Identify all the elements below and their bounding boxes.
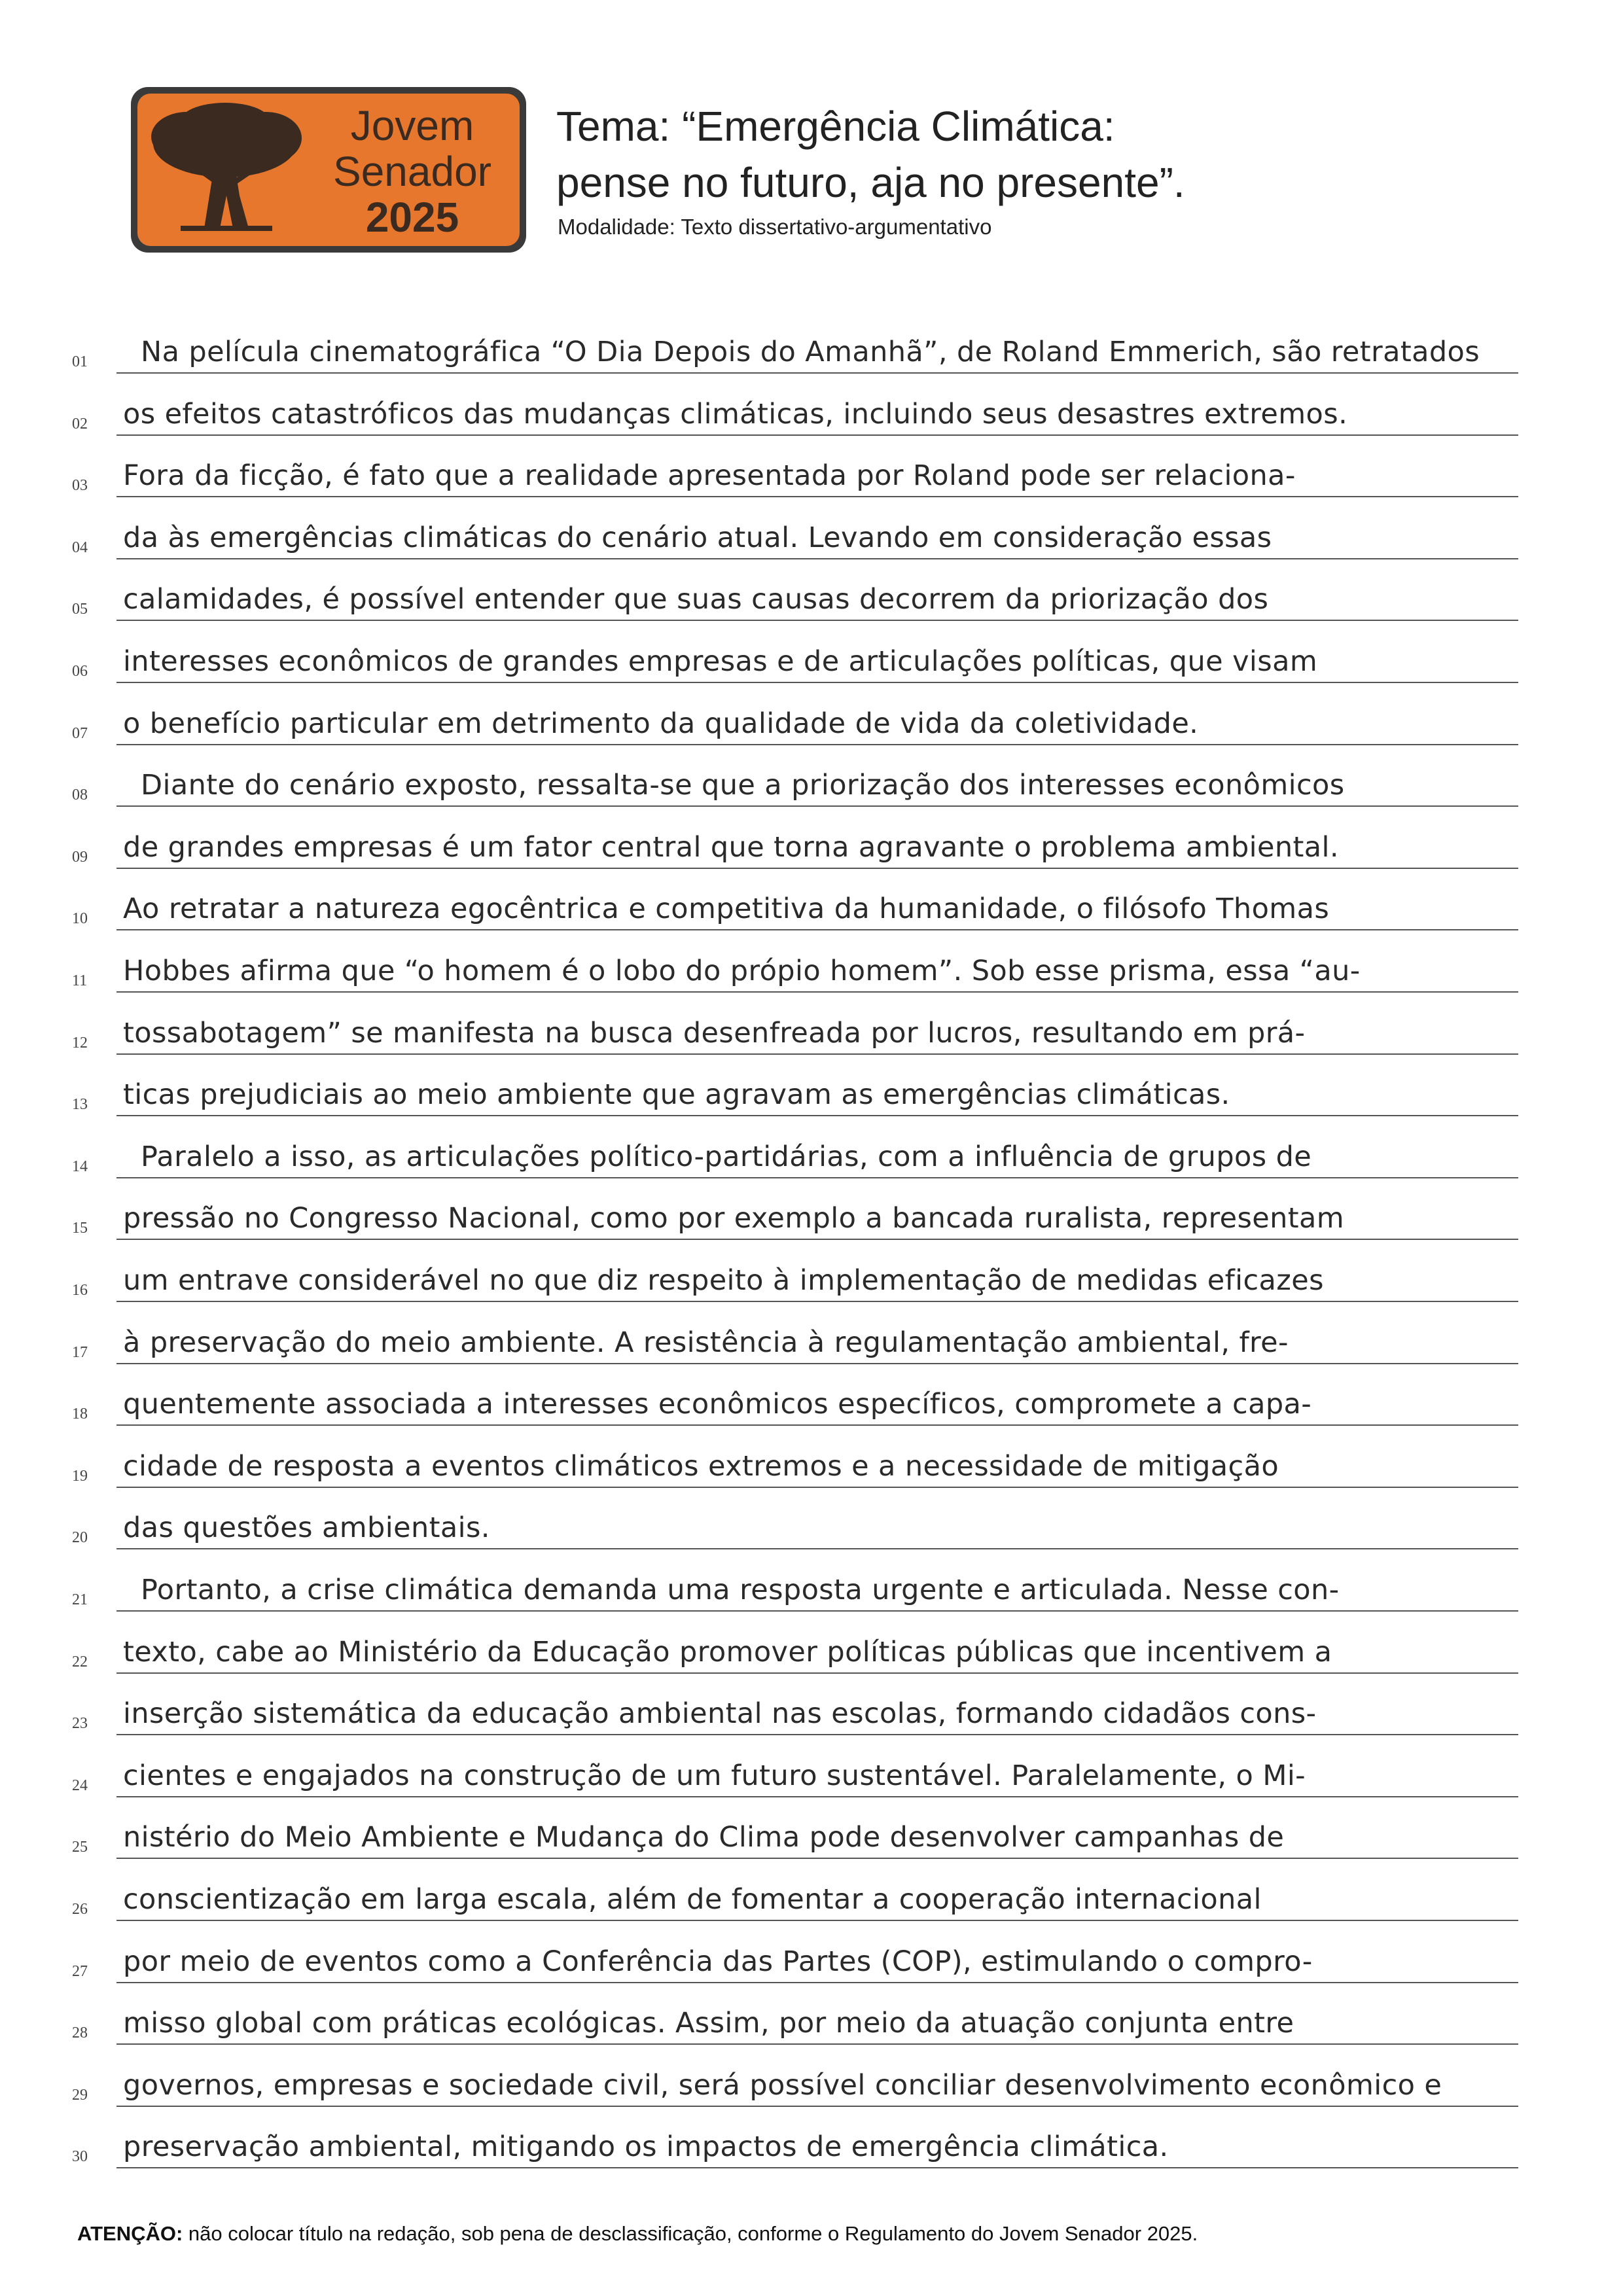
line-number: 03 — [72, 477, 88, 494]
essay-line — [0, 1364, 1623, 1426]
tree-icon — [141, 97, 312, 241]
line-number: 27 — [72, 1963, 88, 1980]
line-number: 11 — [72, 972, 88, 989]
line-number: 21 — [72, 1591, 88, 1608]
line-number: 18 — [72, 1405, 88, 1422]
handwritten-text: ticas prejudiciais ao meio ambiente que agravam as emergências climáticas. — [123, 1078, 1230, 1111]
essay-line — [0, 621, 1623, 683]
ruled-line — [116, 2167, 1518, 2168]
handwritten-text: preservação ambiental, mitigando os impactos de emergência climática. — [123, 2130, 1169, 2163]
essay-line — [0, 1983, 1623, 2045]
handwritten-text: Fora da ficção, é fato que a realidade apresentada por Roland pode ser relaciona- — [123, 459, 1296, 492]
logo-text — [308, 103, 517, 240]
handwritten-text: pressão no Congresso Nacional, como por exemplo a bancada ruralista, representam — [123, 1202, 1345, 1235]
essay-line — [0, 1116, 1623, 1178]
jovem-senador-logo — [131, 87, 526, 253]
essay-line — [0, 374, 1623, 436]
handwritten-text: nistério do Meio Ambiente e Mudança do Clima pode desenvolver campanhas de — [123, 1821, 1285, 1854]
handwritten-text: Ao retratar a natureza egocêntrica e competitiva da humanidade, o filósofo Thomas — [123, 892, 1330, 925]
modality-label: Modalidade: Texto dissertativo-argumentativo — [558, 215, 992, 239]
line-number: 08 — [72, 786, 88, 804]
theme-line-2: pense no futuro, aja no presente”. — [556, 159, 1185, 206]
line-number: 01 — [72, 353, 88, 370]
handwritten-text: inserção sistemática da educação ambiental nas escolas, formando cidadãos cons- — [123, 1697, 1317, 1730]
handwritten-text: um entrave considerável no que diz respeito à implementação de medidas eficazes — [123, 1264, 1324, 1297]
handwritten-text: Na película cinematográfica “O Dia Depois do Amanhã”, de Roland Emmerich, são retratados — [141, 336, 1480, 368]
line-number: 13 — [72, 1096, 88, 1113]
essay-line — [0, 930, 1623, 993]
handwritten-text: tossabotagem” se manifesta na busca desenfreada por lucros, resultando em prá- — [123, 1017, 1306, 1050]
line-number: 16 — [72, 1282, 88, 1299]
line-number: 23 — [72, 1715, 88, 1732]
essay-line — [0, 497, 1623, 559]
line-number: 17 — [72, 1344, 88, 1361]
line-number: 06 — [72, 663, 88, 680]
handwritten-text: o benefício particular em detrimento da qualidade de vida da coletividade. — [123, 707, 1199, 740]
line-number: 12 — [72, 1034, 88, 1051]
essay-line — [0, 2045, 1623, 2107]
line-number: 29 — [72, 2087, 88, 2104]
handwritten-text: da às emergências climáticas do cenário atual. Levando em consideração essas — [123, 521, 1272, 554]
essay-line — [0, 1735, 1623, 1797]
attention-text: não colocar título na redação, sob pena de desclassificação, conforme o Regulamento do Jovem Senador 2025. — [183, 2222, 1198, 2245]
logo-year: 2025 — [365, 194, 459, 241]
handwritten-text: governos, empresas e sociedade civil, será possível conciliar desenvolvimento econômico e — [123, 2069, 1442, 2102]
theme-line-1: Tema: “Emergência Climática: — [556, 103, 1115, 150]
handwritten-text: de grandes empresas é um fator central que torna agravante o problema ambiental. — [123, 831, 1339, 864]
line-number: 07 — [72, 725, 88, 742]
handwritten-text: os efeitos catastróficos das mudanças climáticas, incluindo seus desastres extremos. — [123, 398, 1348, 431]
essay-line — [0, 1549, 1623, 1612]
essay-line — [0, 1054, 1623, 1116]
essay-line — [0, 993, 1623, 1055]
essay-line — [0, 311, 1623, 374]
essay-line — [0, 1302, 1623, 1364]
essay-line — [0, 1240, 1623, 1302]
essay-line — [0, 1921, 1623, 1983]
attention-label: ATENÇÃO: — [77, 2222, 183, 2245]
essay-line — [0, 1797, 1623, 1859]
line-number: 02 — [72, 415, 88, 433]
line-number: 20 — [72, 1529, 88, 1546]
handwritten-text: à preservação do meio ambiente. A resistência à regulamentação ambiental, fre- — [123, 1326, 1289, 1359]
handwritten-text: Portanto, a crise climática demanda uma resposta urgente e articulada. Nesse con- — [141, 1574, 1340, 1606]
essay-line — [0, 1487, 1623, 1549]
line-number: 10 — [72, 910, 88, 927]
line-number: 28 — [72, 2024, 88, 2041]
handwritten-text: calamidades, é possível entender que suas causas decorrem da priorização dos — [123, 583, 1269, 616]
line-number: 26 — [72, 1901, 88, 1918]
handwritten-text: Diante do cenário exposto, ressalta-se que a priorização dos interesses econômicos — [141, 769, 1345, 802]
essay-line — [0, 745, 1623, 807]
line-number: 14 — [72, 1158, 88, 1175]
essay-line — [0, 868, 1623, 930]
line-number: 05 — [72, 601, 88, 618]
logo-background — [137, 94, 520, 246]
essay-line — [0, 683, 1623, 745]
line-number: 24 — [72, 1777, 88, 1794]
theme-title — [556, 98, 1472, 211]
handwritten-text: Hobbes afirma que “o homem é o lobo do própio homem”. Sob esse prisma, essa “au- — [123, 955, 1361, 987]
handwritten-text: interesses econômicos de grandes empresas e de articulações políticas, que visam — [123, 645, 1318, 678]
handwritten-text: texto, cabe ao Ministério da Educação promover políticas públicas que incentivem a — [123, 1636, 1332, 1669]
line-number: 09 — [72, 849, 88, 866]
handwritten-text: misso global com práticas ecológicas. Assim, por meio da atuação conjunta entre — [123, 2007, 1294, 2040]
handwritten-text: quentemente associada a interesses econômicos específicos, compromete a capa- — [123, 1388, 1312, 1421]
handwritten-text: cidade de resposta a eventos climáticos extremos e a necessidade de mitigação — [123, 1450, 1279, 1483]
line-number: 22 — [72, 1653, 88, 1670]
essay-line — [0, 559, 1623, 621]
essay-line — [0, 2106, 1623, 2168]
line-number: 30 — [72, 2148, 88, 2165]
line-number: 04 — [72, 539, 88, 556]
essay-line — [0, 1673, 1623, 1735]
essay-line — [0, 435, 1623, 497]
essay-line — [0, 807, 1623, 869]
logo-line-jovem: Jovem — [350, 102, 474, 149]
line-number: 19 — [72, 1468, 88, 1485]
line-number: 25 — [72, 1839, 88, 1856]
handwritten-text: Paralelo a isso, as articulações político-partidárias, com a influência de grupos de — [141, 1140, 1312, 1173]
essay-line — [0, 1426, 1623, 1488]
essay-line — [0, 1178, 1623, 1240]
handwritten-text: das questões ambientais. — [123, 1511, 490, 1544]
handwritten-text: por meio de eventos como a Conferência das Partes (COP), estimulando o compro- — [123, 1945, 1313, 1978]
handwritten-text: conscientização em larga escala, além de fomentar a cooperação internacional — [123, 1883, 1262, 1916]
logo-line-senador: Senador — [333, 148, 491, 195]
essay-line — [0, 1612, 1623, 1674]
essay-line — [0, 1859, 1623, 1921]
line-number: 15 — [72, 1220, 88, 1237]
attention-notice — [77, 2222, 1198, 2246]
handwritten-text: cientes e engajados na construção de um futuro sustentável. Paralelamente, o Mi- — [123, 1759, 1306, 1792]
